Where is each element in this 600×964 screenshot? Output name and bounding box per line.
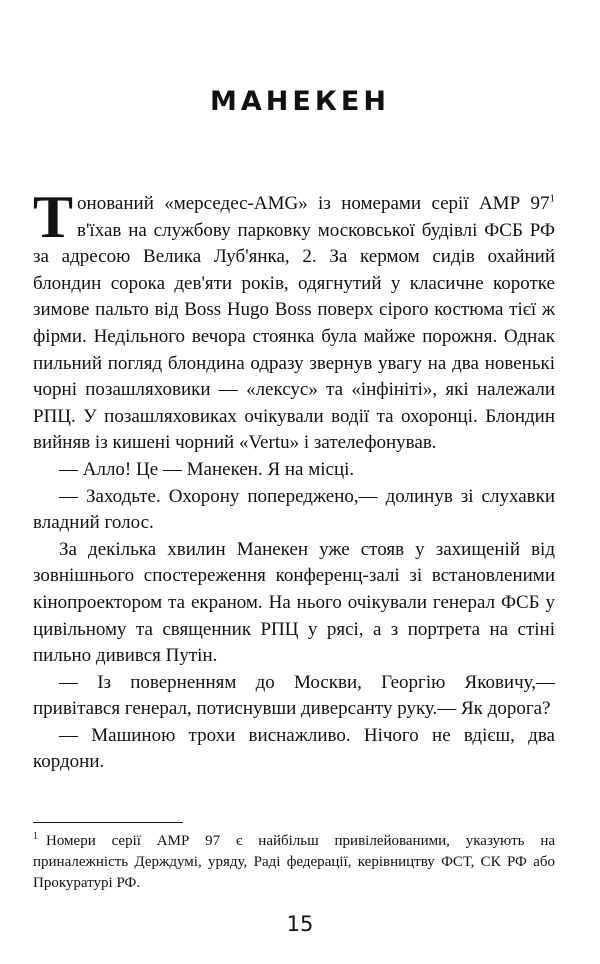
page-number: 15 — [286, 912, 314, 936]
paragraph-1-text-cont: в'їхав на службову парковку московської будівлі ФСБ РФ за адресою Велика Луб'янка, 2. За кермом сидів охайний блондин сорока дев'яти років, одягнутий у класичне коротке зимове пальто від Boss Hugo Boss поверх сірого костюма тієї ж фірми. Недільного вечора стоянка була майже порожня. Однак пильний погляд блондина одразу звернув увагу на два новенькі чорні позашляховики — «лексус» та «інфініті», які належали РПЦ. У позашляховиках очікували водії та охоронці. Блондин вийняв із кишені чорний «Vertu» і зателефонував. — [33, 219, 555, 454]
paragraph-1-text: онований «мерседес-AMG» із номерами серії АМР 97 — [77, 193, 550, 214]
footnote-number: 1 — [33, 831, 38, 842]
paragraph-3: — Заходьте. Охорону попереджено,— долинув зі слухавки владний голос. — [33, 485, 555, 534]
paragraph-4: За декілька хвилин Манекен уже стояв у захищеній від зовнішнього спостереження конференц-залі зі встановленими кінопроектором та екраном. На нього очікували генерал ФСБ у цивільному та священник РПЦ у рясі, а з портрета на стіні пильно дивився Путін. — [33, 538, 555, 667]
chapter-body — [33, 184, 555, 776]
paragraph-2: — Алло! Це — Манекен. Я на місці. — [59, 458, 355, 480]
footnote-text: Номери серії АМР 97 є найбільш привілейованими, указують на приналежність Держдумі, уряду, Раді федерації, керівництву ФСТ, СК РФ або Прокуратурі РФ. — [33, 833, 555, 891]
chapter-title: МАНЕКЕН — [210, 86, 390, 117]
paragraph-1 — [33, 184, 555, 457]
footnote-divider — [33, 822, 183, 823]
footnote-marker[interactable]: 1 — [549, 192, 555, 205]
paragraph-5: — Із поверненням до Москви, Георгію Яковичу,— привітався генерал, потиснувши диверсанту руку.— Як дорога? — [33, 671, 555, 720]
footnote — [33, 831, 555, 894]
paragraph-6: — Машиною трохи виснажливо. Нічого не вдієш, два кордони. — [33, 724, 555, 773]
drop-cap: Т — [33, 184, 74, 250]
